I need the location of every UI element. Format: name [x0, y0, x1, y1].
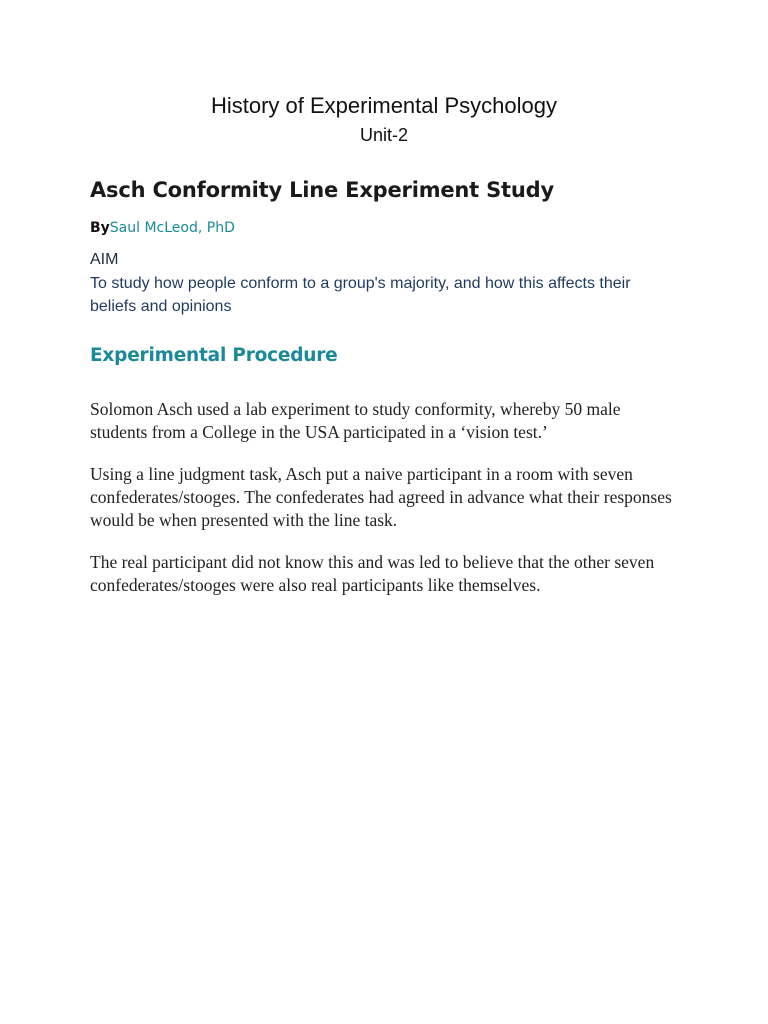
author-link[interactable]: Saul McLeod, PhD — [109, 220, 235, 236]
unit-label: Unit-2 — [359, 125, 408, 145]
byline — [90, 218, 235, 238]
byline-prefix: By — [90, 220, 110, 236]
body-paragraph: Using a line judgment task, Asch put a naive participant in a room with seven confederates/stooges. The confederates had agreed in advance what their responses would be when presented with the line task. — [90, 464, 672, 530]
section-heading-experimental-procedure: Experimental Procedure — [90, 345, 338, 366]
aim-heading: AIM — [90, 251, 119, 268]
aim-text: To study how people conform to a group's majority, and how this affects their beliefs and opinions — [90, 275, 631, 315]
body-paragraph: Solomon Asch used a lab experiment to study conformity, whereby 50 male students from a College in the USA participated in a ‘vision test.’ — [90, 399, 621, 442]
course-title: History of Experimental Psychology — [210, 93, 558, 118]
body-paragraph: The real participant did not know this and was led to believe that the other seven confederates/stooges were also real participants like themselves. — [90, 552, 655, 595]
article-title: Asch Conformity Line Experiment Study — [90, 178, 554, 202]
